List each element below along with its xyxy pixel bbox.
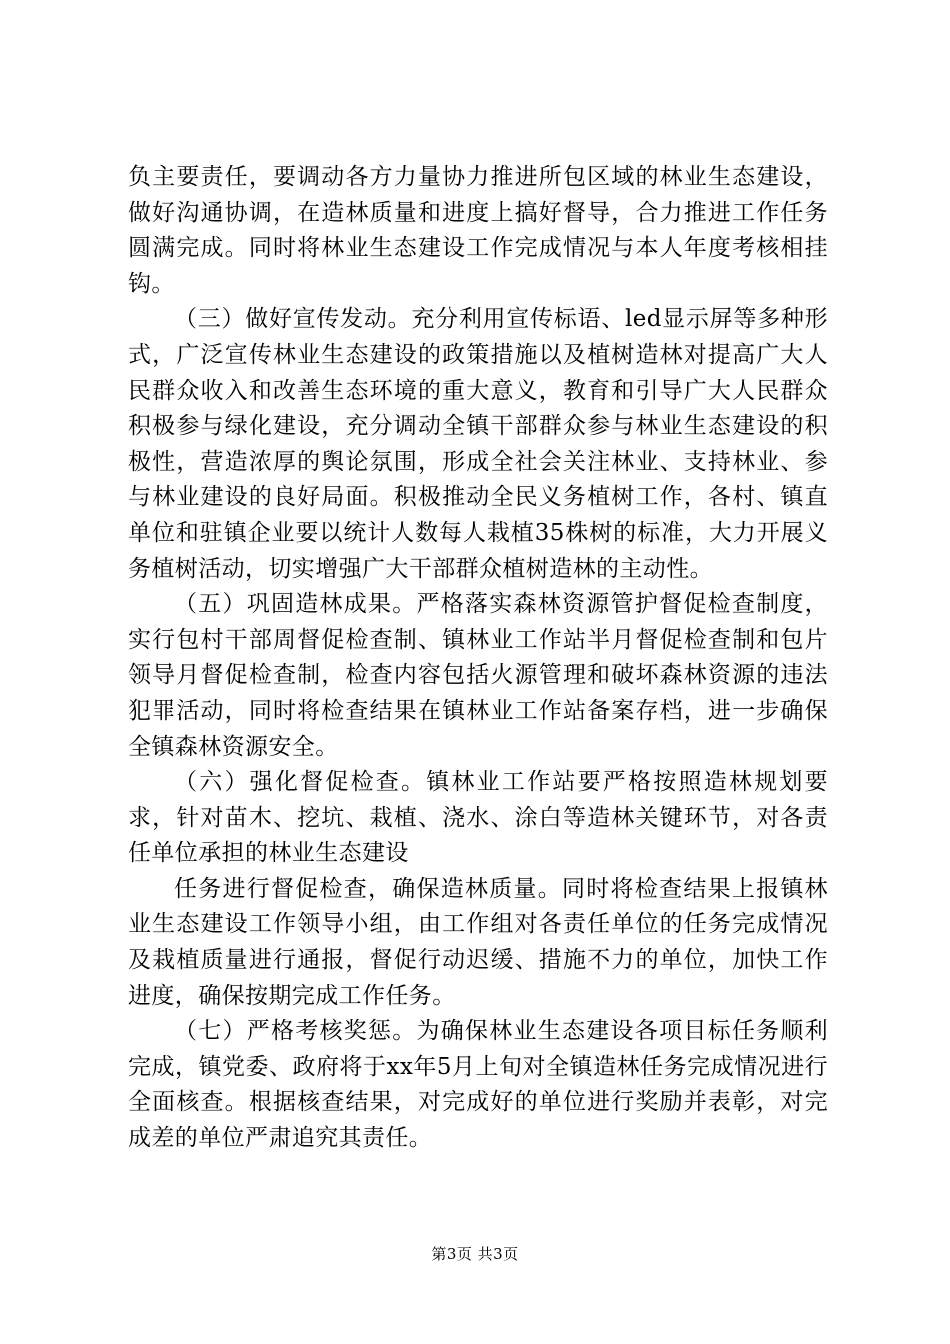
page-footer: 第3页 共3页: [431, 1245, 519, 1263]
document-body: [128, 160, 828, 1157]
paragraph-responsibility: 负主要责任，要调动各方力量协力推进所包区域的林业生态建设，做好沟通协调，在造林质量和进度上搞好督导，合力推进工作任务圆满完成。同时将林业生态建设工作完成情况与本人年度考核相挂钩。: [128, 164, 828, 297]
paragraph-supervision: （六）强化督促检查。镇林业工作站要严格按照造林规划要求，针对苗木、挖坑、栽植、浇水、涂白等造林关键环节，对各责任单位承担的林业生态建设: [128, 769, 828, 867]
paragraph-publicity: （三）做好宣传发动。充分利用宣传标语、led显示屏等多种形式，广泛宣传林业生态建设的政策措施以及植树造林对提高广大人民群众收入和改善生态环境的重大意义，教育和引导广大人民群众积极参与绿化建设，充分调动全镇干部群众参与林业生态建设的积极性，营造浓厚的舆论氛围，形成全社会关注林业、支持林业、参与林业建设的良好局面。积极推动全民义务植树工作，各村、镇直单位和驻镇企业要以统计人数每人栽植35株树的标准，大力开展义务植树活动，切实增强广大干部群众植树造林的主动性。: [128, 306, 828, 582]
paragraph-assessment: （七）严格考核奖惩。为确保林业生态建设各项目标任务顺利完成，镇党委、政府将于xx年5月上旬对全镇造林任务完成情况进行全面核查。根据核查结果，对完成好的单位进行奖励并表彰，对完成差的单位严肃追究其责任。: [128, 1018, 828, 1152]
paragraph-consolidate: （五）巩固造林成果。严格落实森林资源管护督促检查制度，实行包村干部周督促检查制、镇林业工作站半月督促检查制和包片领导月督促检查制，检查内容包括火源管理和破坏森林资源的违法犯罪活动，同时将检查结果在镇林业工作站备案存档，进一步确保全镇森林资源安全。: [128, 591, 828, 760]
paragraph-supervision-continued: 任务进行督促检查，确保造林质量。同时将检查结果上报镇林业生态建设工作领导小组，由工作组对各责任单位的任务完成情况及栽植质量进行通报，督促行动迟缓、措施不力的单位，加快工作进度，确保按期完成工作任务。: [128, 875, 828, 1009]
